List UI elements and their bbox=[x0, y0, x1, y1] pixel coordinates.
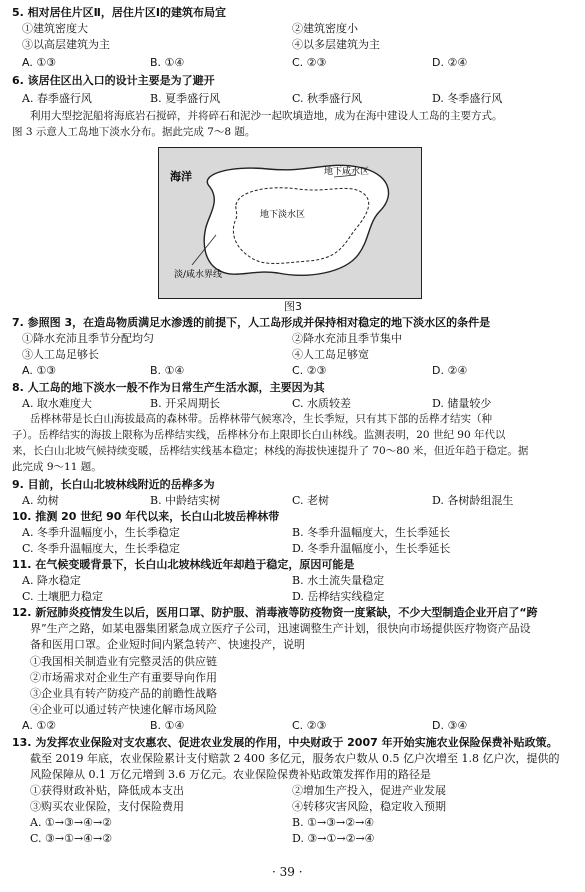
question-12-stem-line-3: 备和医用口罩。企业短时间内紧急转产、快速投产，说明 bbox=[30, 638, 305, 651]
salt-water-zone-label: 地下咸水区 bbox=[324, 167, 370, 177]
figure-3-island-map bbox=[158, 147, 422, 299]
q7-statement-2: ②降水充沛且季节集中 bbox=[292, 332, 402, 345]
q11-option-d: D. 岳桦结实线稳定 bbox=[292, 590, 385, 603]
q5-option-c: C. ②③ bbox=[292, 56, 327, 69]
q13-option-c: C. ③→①→④→② bbox=[30, 832, 113, 845]
q8-option-b: B. 开采周期长 bbox=[150, 397, 221, 410]
q12-option-d: D. ③④ bbox=[432, 719, 468, 732]
question-10-stem: 10. 推测 20 世纪 90 年代以来，长白山北坡岳桦林带 bbox=[12, 510, 280, 523]
passage-2-line-1: 岳桦林带是长白山海拔最高的森林带。岳桦林带气候寒冷，生长季短，只有其下部的岳桦才结实（种 bbox=[30, 413, 492, 425]
q12-statement-2: ②市场需求对企业生产有重要导向作用 bbox=[30, 671, 217, 684]
question-13-stem-line-3: 风险保障从 0.1 万亿元增到 3.6 万亿元。农业保险保费补贴政策发挥作用的路径是 bbox=[30, 768, 431, 781]
q13-statement-3: ③购买农业保险，支付保险费用 bbox=[30, 800, 184, 813]
q12-statement-1: ①我国相关制造业有完整灵活的供应链 bbox=[30, 655, 217, 668]
q12-option-b: B. ①④ bbox=[150, 719, 185, 732]
q7-statement-3: ③人工岛足够长 bbox=[22, 348, 99, 361]
q9-option-b: B. 中龄结实树 bbox=[150, 494, 221, 507]
q8-option-a: A. 取水难度大 bbox=[22, 397, 92, 410]
q12-option-c: C. ②③ bbox=[292, 719, 327, 732]
fresh-water-zone-label: 地下淡水区 bbox=[260, 210, 306, 220]
q7-option-c: C. ②③ bbox=[292, 364, 327, 377]
q10-option-c: C. 冬季升温幅度大，生长季稳定 bbox=[22, 542, 181, 555]
q8-option-c: C. 水质较差 bbox=[292, 397, 352, 410]
q7-statement-1: ①降水充沛且季节分配均匀 bbox=[22, 332, 154, 345]
q5-statement-2: ②建筑密度小 bbox=[292, 22, 358, 35]
q11-option-c: C. 土壤肥力稳定 bbox=[22, 590, 104, 603]
q7-statement-4: ④人工岛足够宽 bbox=[292, 348, 369, 361]
q10-option-b: B. 冬季升温幅度大，生长季延长 bbox=[292, 526, 451, 539]
q13-statement-2: ②增加生产投入，促进产业发展 bbox=[292, 784, 446, 797]
question-6-stem: 6. 该居住区出入口的设计主要是为了避开 bbox=[12, 74, 215, 87]
page-number: · 39 · bbox=[272, 865, 303, 879]
ocean-label: 海洋 bbox=[170, 170, 192, 183]
q13-option-b: B. ①→③→②→④ bbox=[292, 816, 375, 829]
q12-statement-4: ④企业可以通过转产快速化解市场风险 bbox=[30, 703, 217, 716]
q5-option-d: D. ②④ bbox=[432, 56, 468, 69]
question-11-stem: 11. 在气候变暖背景下，长白山北坡林线近年却趋于稳定，原因可能是 bbox=[12, 558, 355, 571]
q6-option-a: A. 春季盛行风 bbox=[22, 92, 92, 105]
q6-option-c: C. 秋季盛行风 bbox=[292, 92, 363, 105]
question-9-stem: 9. 目前，长白山北坡林线附近的岳桦多为 bbox=[12, 478, 215, 491]
q9-option-c: C. 老树 bbox=[292, 494, 330, 507]
passage-2-line-3: 来，长白山北坡气候持续变暖，岳桦结实线基本稳定；林线的海拔快速提升了 70～80 米，但近年趋于稳定。据 bbox=[12, 445, 529, 457]
question-13-stem-line-1: 13. 为发挥农业保险对支农惠农、促进农业发展的作用，中央财政于 2007 年开始实施农业保险保费补贴政策。 bbox=[12, 736, 558, 749]
passage-2-line-2: 子）。岳桦结实的海拔上限称为岳桦结实线，岳桦林分布上限即长白山林线。监测表明，20 世纪 90 年代以 bbox=[12, 429, 506, 441]
q5-option-a: A. ①③ bbox=[22, 56, 57, 69]
q11-option-b: B. 水土流失量稳定 bbox=[292, 574, 385, 587]
q13-option-d: D. ③→①→②→④ bbox=[292, 832, 375, 845]
question-12-stem-line-2: 界”生产之路，如某电器集团紧急成立医疗子公司，迅速调整生产计划，很快向市场提供医疗物资产品设 bbox=[30, 622, 531, 635]
q12-option-a: A. ①② bbox=[22, 719, 57, 732]
passage-2-line-4: 此完成 9～11 题。 bbox=[12, 461, 102, 473]
q6-option-b: B. 夏季盛行风 bbox=[150, 92, 221, 105]
q5-statement-4: ④以多层建筑为主 bbox=[292, 38, 380, 51]
passage-1-line-1: 利用大型挖泥船将海底岩石搅碎，并将碎石和泥沙一起吹填造地，成为在海中建设人工岛的主要方式。 bbox=[30, 110, 503, 122]
q7-option-b: B. ①④ bbox=[150, 364, 185, 377]
q5-option-b: B. ①④ bbox=[150, 56, 185, 69]
passage-1-line-2: 图 3 示意人工岛地下淡水分布。据此完成 7～8 题。 bbox=[12, 126, 256, 138]
question-13-stem-line-2: 截至 2019 年底，农业保险累计支付赔款 2 400 多亿元，服务农户数从 0.5 亿户次增至 1.8 亿户次，提供的 bbox=[30, 752, 560, 765]
figure-3-caption: 图3 bbox=[284, 300, 302, 313]
q12-statement-3: ③企业具有转产防疫产品的前瞻性战略 bbox=[30, 687, 217, 700]
q11-option-a: A. 降水稳定 bbox=[22, 574, 81, 587]
q6-option-d: D. 冬季盛行风 bbox=[432, 92, 503, 105]
question-8-stem: 8. 人工岛的地下淡水一般不作为日常生产生活水源，主要因为其 bbox=[12, 381, 325, 394]
question-7-stem: 7. 参照图 3，在造岛物质满足水渗透的前提下，人工岛形成并保持相对稳定的地下淡水区的条件是 bbox=[12, 316, 491, 329]
q9-option-a: A. 幼树 bbox=[22, 494, 59, 507]
question-12-stem-line-1: 12. 新冠肺炎疫情发生以后，医用口罩、防护服、消毒液等防疫物资一度紧缺，不少大型制造企业开启了“跨 bbox=[12, 606, 538, 619]
question-5-stem: 5. 相对居住片区Ⅱ，居住片区Ⅰ的建筑布局宜 bbox=[12, 6, 226, 19]
q7-option-a: A. ①③ bbox=[22, 364, 57, 377]
q7-option-d: D. ②④ bbox=[432, 364, 468, 377]
q5-statement-1: ①建筑密度大 bbox=[22, 22, 88, 35]
q13-statement-4: ④转移灾害风险，稳定收入预期 bbox=[292, 800, 446, 813]
boundary-label: 淡/咸水界线 bbox=[174, 270, 223, 280]
q8-option-d: D. 储量较少 bbox=[432, 397, 492, 410]
q10-option-a: A. 冬季升温幅度小，生长季稳定 bbox=[22, 526, 180, 539]
q5-statement-3: ③以高层建筑为主 bbox=[22, 38, 110, 51]
q13-statement-1: ①获得财政补贴，降低成本支出 bbox=[30, 784, 184, 797]
q13-option-a: A. ①→③→④→② bbox=[30, 816, 113, 829]
q9-option-d: D. 各树龄组混生 bbox=[432, 494, 514, 507]
q10-option-d: D. 冬季升温幅度小，生长季延长 bbox=[292, 542, 451, 555]
